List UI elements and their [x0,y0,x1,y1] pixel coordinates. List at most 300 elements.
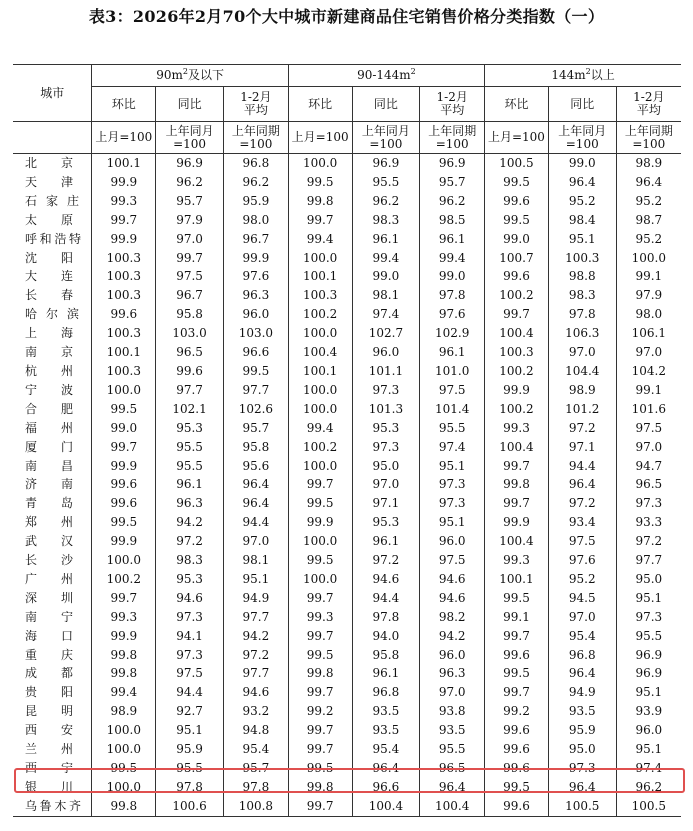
city-cell [13,608,92,627]
table-row [13,249,681,268]
value-cell: 97.0 [420,683,485,702]
value-cell: 95.7 [223,419,288,438]
table-row [13,740,681,759]
value-cell: 99.6 [485,267,549,286]
city-cell [13,438,92,457]
value-cell: 100.8 [223,797,288,816]
city-cell [13,324,92,343]
city-name: 呼 和 浩 特 [25,231,81,246]
table-row [13,646,681,665]
sub-header: 同比 [352,87,420,122]
city-name: 哈 尔 滨 [25,307,79,322]
value-cell: 98.5 [420,211,485,230]
value-cell: 101.1 [352,362,420,381]
value-cell: 96.9 [352,154,420,173]
value-cell: 96.2 [616,778,681,797]
value-cell: 94.4 [156,683,224,702]
value-cell: 99.7 [485,457,549,476]
value-cell: 96.5 [616,475,681,494]
city-name: 上 海 [25,326,73,341]
table-row [13,551,681,570]
value-cell: 97.4 [616,759,681,778]
value-cell: 95.1 [420,513,485,532]
value-cell: 99.5 [485,173,549,192]
city-cell [13,740,92,759]
value-cell: 97.0 [548,608,616,627]
value-cell: 96.4 [548,475,616,494]
value-cell: 99.7 [288,683,352,702]
value-cell: 99.5 [288,646,352,665]
value-cell: 99.5 [288,494,352,513]
value-cell: 99.9 [92,627,156,646]
base-header: 上年同月 =100 [156,122,224,154]
value-cell: 96.2 [156,173,224,192]
value-cell: 95.2 [616,192,681,211]
sub-header: 1-2月 平均 [420,87,485,122]
value-cell: 96.2 [352,192,420,211]
base-header: 上年同月 =100 [548,122,616,154]
value-cell: 104.2 [616,362,681,381]
city-name: 大 连 [25,269,73,284]
table-row [13,343,681,362]
value-cell: 99.0 [92,419,156,438]
value-cell: 101.4 [420,400,485,419]
value-cell: 95.4 [548,627,616,646]
value-cell: 100.4 [352,797,420,816]
value-cell: 99.8 [288,778,352,797]
value-cell: 103.0 [156,324,224,343]
value-cell: 96.8 [548,646,616,665]
value-cell: 97.3 [548,759,616,778]
table-row [13,286,681,305]
value-cell: 95.6 [223,457,288,476]
value-cell: 99.3 [288,608,352,627]
value-cell: 95.5 [352,173,420,192]
city-name: 太 原 [25,212,73,227]
value-cell: 96.1 [420,230,485,249]
table-row [13,154,681,173]
value-cell: 99.4 [92,683,156,702]
value-cell: 99.7 [485,627,549,646]
city-name: 贵 阳 [25,685,73,700]
value-cell: 99.9 [485,513,549,532]
value-cell: 96.0 [420,646,485,665]
value-cell: 95.7 [223,759,288,778]
value-cell: 96.7 [223,230,288,249]
value-cell: 93.4 [548,513,616,532]
value-cell: 96.4 [223,475,288,494]
table-row [13,267,681,286]
value-cell: 99.7 [288,740,352,759]
city-name: 北 京 [25,156,73,170]
value-cell: 99.5 [92,513,156,532]
base-header: 上月=100 [485,122,549,154]
value-cell: 97.7 [156,381,224,400]
base-header: 上年同期 =100 [223,122,288,154]
value-cell: 100.5 [616,797,681,816]
value-cell: 99.8 [92,664,156,683]
city-name: 郑 州 [25,515,73,530]
value-cell: 97.9 [156,211,224,230]
city-cell [13,646,92,665]
value-cell: 97.0 [616,438,681,457]
group-header-medium: $90-144m^2$ [288,65,484,87]
city-cell [13,400,92,419]
base-header: 上年同期 =100 [616,122,681,154]
value-cell: 96.4 [223,494,288,513]
value-cell: 99.8 [92,797,156,816]
value-cell: 99.1 [616,381,681,400]
value-cell: 97.7 [223,664,288,683]
value-cell: 97.7 [223,608,288,627]
value-cell: 95.5 [156,457,224,476]
value-cell: 97.5 [156,664,224,683]
value-cell: 96.9 [420,154,485,173]
table-row [13,324,681,343]
table-row [13,570,681,589]
value-cell: 96.1 [156,475,224,494]
value-cell: 99.5 [485,211,549,230]
value-cell: 97.0 [352,475,420,494]
value-cell: 97.5 [420,551,485,570]
value-cell: 100.2 [288,438,352,457]
value-cell: 94.4 [223,513,288,532]
value-cell: 99.8 [485,475,549,494]
value-cell: 96.7 [156,286,224,305]
value-cell: 97.2 [156,532,224,551]
value-cell: 100.5 [548,797,616,816]
value-cell: 96.9 [156,154,224,173]
value-cell: 97.8 [352,608,420,627]
table-row [13,797,681,816]
value-cell: 95.3 [352,513,420,532]
value-cell: 99.6 [92,475,156,494]
city-cell [13,419,92,438]
value-cell: 99.7 [485,683,549,702]
value-cell: 102.6 [223,400,288,419]
value-cell: 100.0 [288,324,352,343]
value-cell: 100.0 [92,721,156,740]
table-row [13,683,681,702]
value-cell: 100.0 [288,400,352,419]
value-cell: 95.1 [616,683,681,702]
value-cell: 98.1 [352,286,420,305]
value-cell: 96.4 [548,778,616,797]
value-cell: 100.3 [485,343,549,362]
value-cell: 93.9 [616,702,681,721]
value-cell: 95.1 [616,589,681,608]
value-cell: 94.8 [223,721,288,740]
value-cell: 94.7 [616,457,681,476]
city-name: 南 宁 [25,609,73,624]
table-row [13,381,681,400]
value-cell: 97.0 [548,343,616,362]
table-row [13,608,681,627]
value-cell: 100.6 [156,797,224,816]
value-cell: 99.7 [288,627,352,646]
value-cell: 95.1 [420,457,485,476]
sub-header: 1-2月 平均 [616,87,681,122]
value-cell: 96.4 [548,664,616,683]
page-title: 表3：2026年2月70个大中城市新建商品住宅销售价格分类指数（一） [88,7,605,26]
value-cell: 99.6 [485,759,549,778]
value-cell: 95.0 [352,457,420,476]
value-cell: 99.6 [485,646,549,665]
value-cell: 98.7 [616,211,681,230]
value-cell: 99.0 [420,267,485,286]
value-cell: 97.0 [156,230,224,249]
table-body [13,154,681,817]
group-header-large: $144m^2$以上 [485,65,681,87]
table-row [13,721,681,740]
value-cell: 96.9 [616,646,681,665]
value-cell: 95.8 [352,646,420,665]
value-cell: 97.4 [420,438,485,457]
value-cell: 99.6 [92,494,156,513]
value-cell: 96.3 [156,494,224,513]
city-name: 长 春 [25,288,73,303]
value-cell: 102.9 [420,324,485,343]
value-cell: 99.8 [288,664,352,683]
value-cell: 97.2 [223,646,288,665]
value-cell: 96.1 [352,664,420,683]
value-cell: 97.3 [156,608,224,627]
table-row [13,664,681,683]
city-cell [13,551,92,570]
value-cell: 95.3 [156,419,224,438]
value-cell: 99.7 [485,305,549,324]
value-cell: 94.6 [223,683,288,702]
value-cell: 96.3 [223,286,288,305]
value-cell: 99.3 [485,419,549,438]
value-cell: 100.0 [92,778,156,797]
city-cell [13,286,92,305]
city-name: 海 口 [25,628,73,643]
city-name: 宁 波 [25,382,73,397]
value-cell: 95.5 [156,759,224,778]
value-cell: 94.9 [223,589,288,608]
city-cell [13,513,92,532]
value-cell: 100.2 [485,362,549,381]
value-cell: 99.9 [485,381,549,400]
value-cell: 94.6 [156,589,224,608]
value-cell: 95.1 [548,230,616,249]
city-cell [13,759,92,778]
value-cell: 97.6 [548,551,616,570]
value-cell: 99.3 [92,192,156,211]
city-cell [13,192,92,211]
value-cell: 99.4 [420,249,485,268]
value-cell: 100.4 [485,324,549,343]
value-cell: 100.2 [288,305,352,324]
value-cell: 100.4 [485,438,549,457]
sub-header: 1-2月 平均 [223,87,288,122]
value-cell: 100.3 [92,267,156,286]
value-cell: 99.0 [485,230,549,249]
value-cell: 94.5 [548,589,616,608]
value-cell: 97.5 [616,419,681,438]
value-cell: 100.0 [616,249,681,268]
value-cell: 99.9 [92,173,156,192]
value-cell: 96.1 [352,532,420,551]
value-cell: 100.0 [288,570,352,589]
value-cell: 97.3 [156,646,224,665]
city-cell [13,570,92,589]
value-cell: 95.0 [616,570,681,589]
table-row [13,400,681,419]
value-cell: 94.2 [156,513,224,532]
value-cell: 100.3 [92,286,156,305]
value-cell: 97.8 [156,778,224,797]
value-cell: 95.4 [352,740,420,759]
table-row [13,173,681,192]
value-cell: 100.0 [92,551,156,570]
city-name: 杭 州 [25,363,73,378]
value-cell: 100.3 [92,249,156,268]
value-cell: 103.0 [223,324,288,343]
value-cell: 99.6 [485,797,549,816]
sub-header: 同比 [156,87,224,122]
value-cell: 95.1 [616,740,681,759]
value-cell: 100.1 [485,570,549,589]
city-name: 福 州 [25,420,73,435]
city-cell [13,343,92,362]
table-row [13,362,681,381]
value-cell: 99.5 [485,664,549,683]
city-name: 西 安 [25,723,73,738]
value-cell: 99.2 [485,702,549,721]
value-cell: 95.3 [156,570,224,589]
value-cell: 101.3 [352,400,420,419]
table-row [13,419,681,438]
value-cell: 99.0 [352,267,420,286]
value-cell: 97.6 [420,305,485,324]
city-name: 济 南 [25,477,73,492]
value-cell: 95.2 [616,230,681,249]
value-cell: 97.2 [548,494,616,513]
value-cell: 97.8 [548,305,616,324]
sub-header: 环比 [288,87,352,122]
city-name: 合 肥 [25,401,73,416]
city-cell [13,362,92,381]
city-cell [13,721,92,740]
table-row [13,494,681,513]
value-cell: 98.8 [548,267,616,286]
value-cell: 100.3 [92,362,156,381]
value-cell: 99.7 [92,211,156,230]
value-cell: 102.1 [156,400,224,419]
value-cell: 95.5 [420,419,485,438]
value-cell: 95.7 [420,173,485,192]
value-cell: 94.6 [420,570,485,589]
value-cell: 98.0 [223,211,288,230]
value-cell: 99.9 [288,513,352,532]
value-cell: 96.2 [223,173,288,192]
value-cell: 96.1 [352,230,420,249]
value-cell: 99.5 [92,759,156,778]
group-header-small: $90m^2$及以下 [92,65,288,87]
value-cell: 97.3 [420,475,485,494]
table-row [13,457,681,476]
value-cell: 99.8 [92,646,156,665]
value-cell: 102.7 [352,324,420,343]
value-cell: 99.7 [92,589,156,608]
value-cell: 99.3 [92,608,156,627]
value-cell: 96.4 [616,173,681,192]
value-cell: 97.1 [548,438,616,457]
value-cell: 99.3 [485,551,549,570]
table-row [13,438,681,457]
value-cell: 100.3 [92,324,156,343]
value-cell: 94.2 [223,627,288,646]
value-cell: 97.3 [420,494,485,513]
value-cell: 97.7 [223,381,288,400]
value-cell: 97.8 [420,286,485,305]
value-cell: 100.1 [288,267,352,286]
city-name: 成 都 [25,666,73,681]
value-cell: 100.3 [288,286,352,305]
value-cell: 95.5 [156,438,224,457]
value-cell: 94.2 [420,627,485,646]
value-cell: 99.7 [92,438,156,457]
value-cell: 100.1 [92,154,156,173]
city-cell [13,797,92,816]
table-row [13,475,681,494]
table-row [13,759,681,778]
value-cell: 100.2 [485,400,549,419]
city-name: 沈 阳 [25,250,73,265]
value-cell: 98.3 [156,551,224,570]
base-header: 上年同月 =100 [352,122,420,154]
value-cell: 98.2 [420,608,485,627]
value-cell: 100.2 [485,286,549,305]
value-cell: 94.6 [352,570,420,589]
value-cell: 96.0 [616,721,681,740]
table-row [13,702,681,721]
price-index-table [13,64,681,817]
sub-header: 环比 [485,87,549,122]
value-cell: 99.5 [288,173,352,192]
value-cell: 99.5 [288,551,352,570]
city-name: 南 昌 [25,458,73,473]
city-cell [13,683,92,702]
city-name: 兰 州 [25,742,73,757]
value-cell: 98.9 [548,381,616,400]
city-name: 天 津 [25,174,73,189]
city-cell [13,249,92,268]
table-row [13,211,681,230]
value-cell: 93.8 [420,702,485,721]
value-cell: 97.2 [548,419,616,438]
table-row [13,778,681,797]
value-cell: 99.9 [92,230,156,249]
value-cell: 99.7 [288,211,352,230]
value-cell: 97.2 [352,551,420,570]
value-cell: 96.4 [352,759,420,778]
city-cell [13,778,92,797]
value-cell: 93.5 [548,702,616,721]
value-cell: 100.3 [548,249,616,268]
value-cell: 95.1 [223,570,288,589]
value-cell: 97.4 [352,305,420,324]
value-cell: 97.3 [616,494,681,513]
value-cell: 93.5 [352,721,420,740]
value-cell: 96.1 [420,343,485,362]
value-cell: 97.5 [548,532,616,551]
base-header: 上月=100 [92,122,156,154]
value-cell: 100.0 [288,381,352,400]
city-column-header: 城市 [13,65,92,122]
